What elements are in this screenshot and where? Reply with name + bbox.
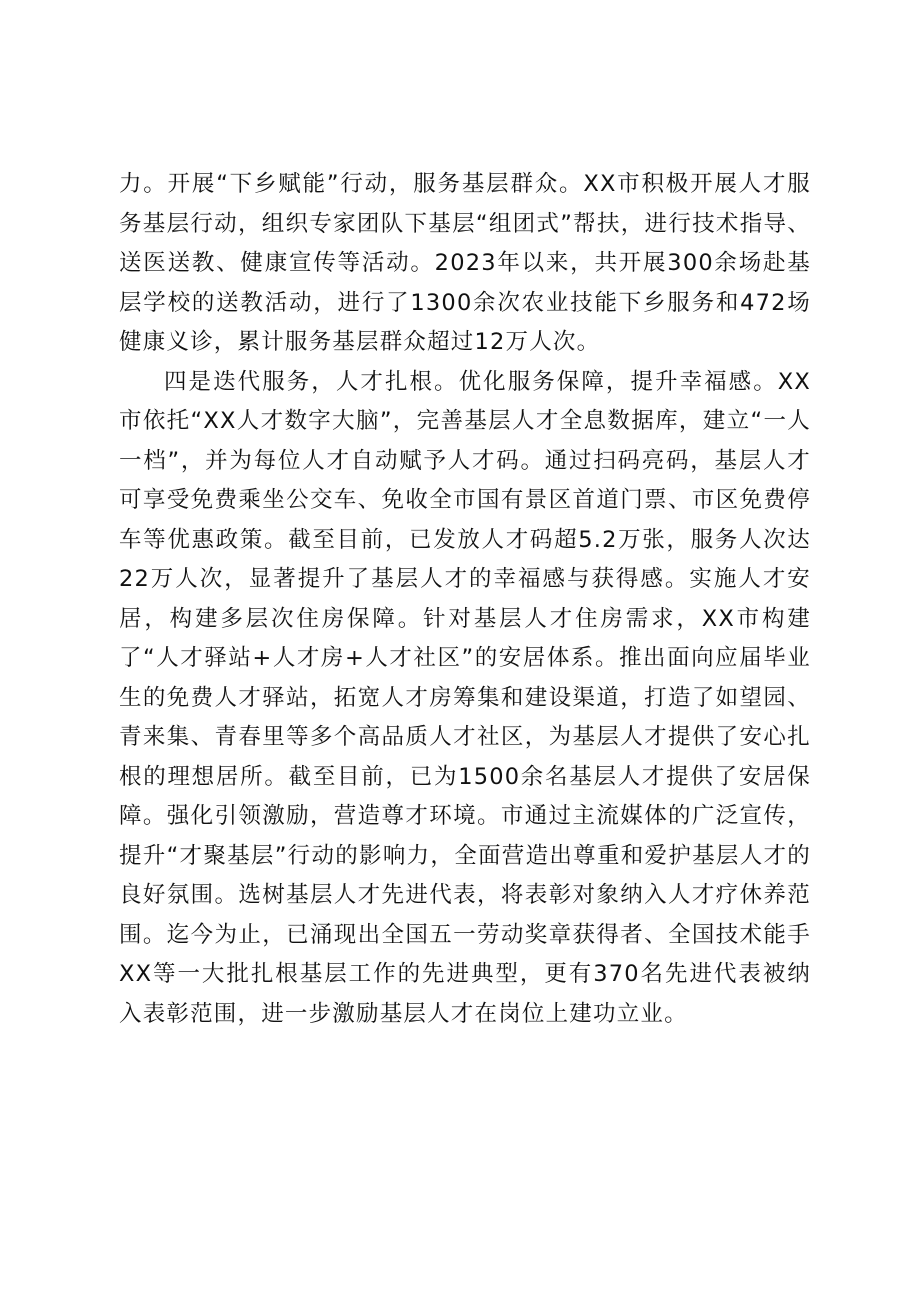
paragraph-services-grassroots: 力。开展“下乡赋能”行动，服务基层群众。XX市积极开展人才服务基层行动，组织专家团队下基层“组团式”帮扶，进行技术指导、送医送教、健康宣传等活动。2023年以来，共开展300余场赴基层学校的送教活动，进行了1300余次农业技能下乡服务和472场健康义诊，累计服务基层群众超过12万人次。 <box>119 171 811 355</box>
body-text <box>119 165 811 1034</box>
paragraph-talent-rooting: 四是迭代服务，人才扎根。优化服务保障，提升幸福感。XX市依托“XX人才数字大脑”，完善基层人才全息数据库，建立“一人一档”，并为每位人才自动赋予人才码。通过扫码亮码，基层人才可享受免费乘坐公交车、免收全市国有景区首道门票、市区免费停车等优惠政策。截至目前，已发放人才码超5.2万张，服务人次达22万人次，显著提升了基层人才的幸福感与获得感。实施人才安居，构建多层次住房保障。针对基层人才住房需求，XX市构建了“人才驿站+人才房+人才社区”的安居体系。推出面向应届毕业生的免费人才驿站，拓宽人才房筹集和建设渠道，打造了如望园、青来集、青春里等多个高品质人才社区，为基层人才提供了安心扎根的理想居所。截至目前，已为1500余名基层人才提供了安居保障。强化引领激励，营造尊才环境。市通过主流媒体的广泛宣传，提升“才聚基层”行动的影响力，全面营造出尊重和爱护基层人才的良好氛围。选树基层人才先进代表，将表彰对象纳入人才疗休养范围。迄今为止，已涌现出全国五一劳动奖章获得者、全国技术能手XX等一大批扎根基层工作的先进典型，更有370名先进代表被纳入表彰范围，进一步激励基层人才在岗位上建功立业。 <box>119 368 811 1027</box>
